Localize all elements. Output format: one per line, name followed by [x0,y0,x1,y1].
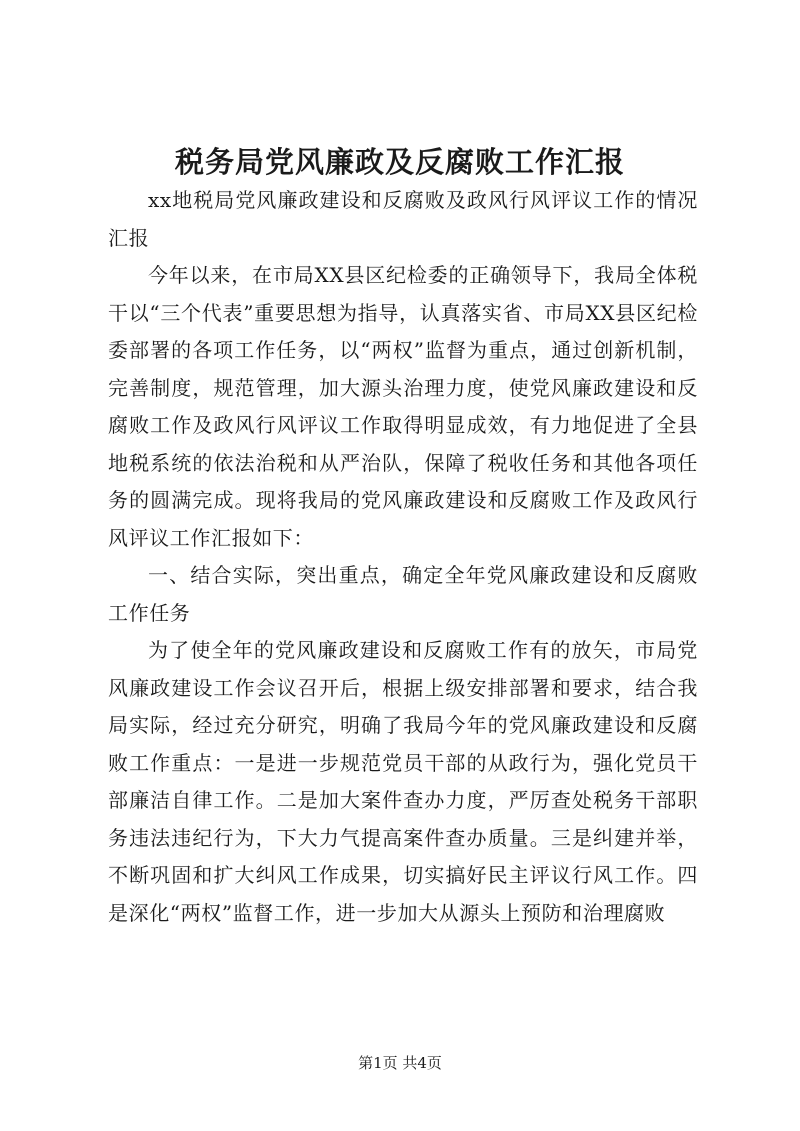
paragraph-section-heading: 一、结合实际，突出重点，确定全年党风廉政建设和反腐败工作任务 [108,563,698,625]
document-title: 税务局党风廉政及反腐败工作汇报 [174,145,625,179]
paragraph-intro: 今年以来，在市局XX县区纪检委的正确领导下，我局全体税干以“三个代表”重要思想为指导，认真落实省、市局XX县区纪检委部署的各项工作任务，以“两权”监督为重点，通过创新机制，完善制度，规范管理，加大源头治理力度，使党风廉政建设和反腐败工作及政风行风评议工作取得明显成效，有力地促进了全县地税系统的依法治税和从严治队，保障了税收任务和其他各项任务的圆满完成。现将我局的党风廉政建设和反腐败工作及政风行风评议工作汇报如下： [108,263,698,550]
page-footer: 第1页 共4页 [358,1054,442,1072]
paragraph-subtitle: xx地税局党风廉政建设和反腐败及政风行风评议工作的情况汇报 [108,188,698,250]
document-body [108,182,698,932]
paragraph-section-body: 为了使全年的党风廉政建设和反腐败工作有的放矢，市局党风廉政建设工作会议召开后，根据上级安排部署和要求，结合我局实际，经过充分研究，明确了我局今年的党风廉政建设和反腐败工作重点：一是进一步规范党员干部的从政行为，强化党员干部廉洁自律工作。二是加大案件查办力度，严厉查处税务干部职务违法违纪行为，下大力气提高案件查办质量。三是纠建并举，不断巩固和扩大纠风工作成果，切实搞好民主评议行风工作。四是深化“两权”监督工作，进一步加大从源头上预防和治理腐败 [108,638,698,925]
